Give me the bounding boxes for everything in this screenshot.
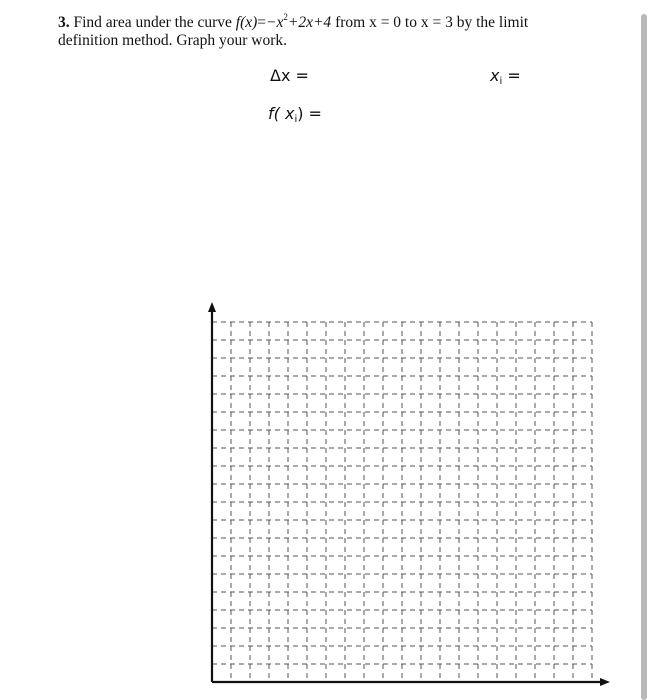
function-lhs: f(x) <box>235 14 258 31</box>
function-equals: = <box>257 14 267 31</box>
xi-equals: = <box>502 66 521 85</box>
scrollbar[interactable] <box>641 14 647 700</box>
delta-x-label: Δx = <box>270 66 309 85</box>
problem-statement <box>58 14 618 50</box>
problem-line2: definition method. Graph your work. <box>58 32 288 49</box>
x-axis-arrow-icon <box>600 678 610 686</box>
f-xi-suffix: ) = <box>297 104 322 123</box>
problem-number: 3. <box>58 14 70 31</box>
problem-range: from x = 0 to x = 3 by the limit <box>335 14 529 31</box>
function-rest: +2x+4 <box>287 14 332 31</box>
grid <box>212 322 592 682</box>
function-exponent: 2 <box>283 12 288 22</box>
xi-variable: x <box>490 66 500 85</box>
delta-x-field <box>270 66 309 85</box>
f-xi-prefix: f( <box>268 104 285 123</box>
problem-intro: Find area under the curve <box>73 14 232 31</box>
xi-subscript: i <box>499 76 503 87</box>
function-term1: −x <box>266 14 284 31</box>
f-xi-subscript: i <box>294 114 298 125</box>
y-axis-arrow-icon <box>208 302 216 312</box>
f-xi-field <box>268 104 322 123</box>
f-xi-variable: x <box>284 104 295 123</box>
xi-field <box>490 66 521 85</box>
graph-area <box>200 300 612 690</box>
